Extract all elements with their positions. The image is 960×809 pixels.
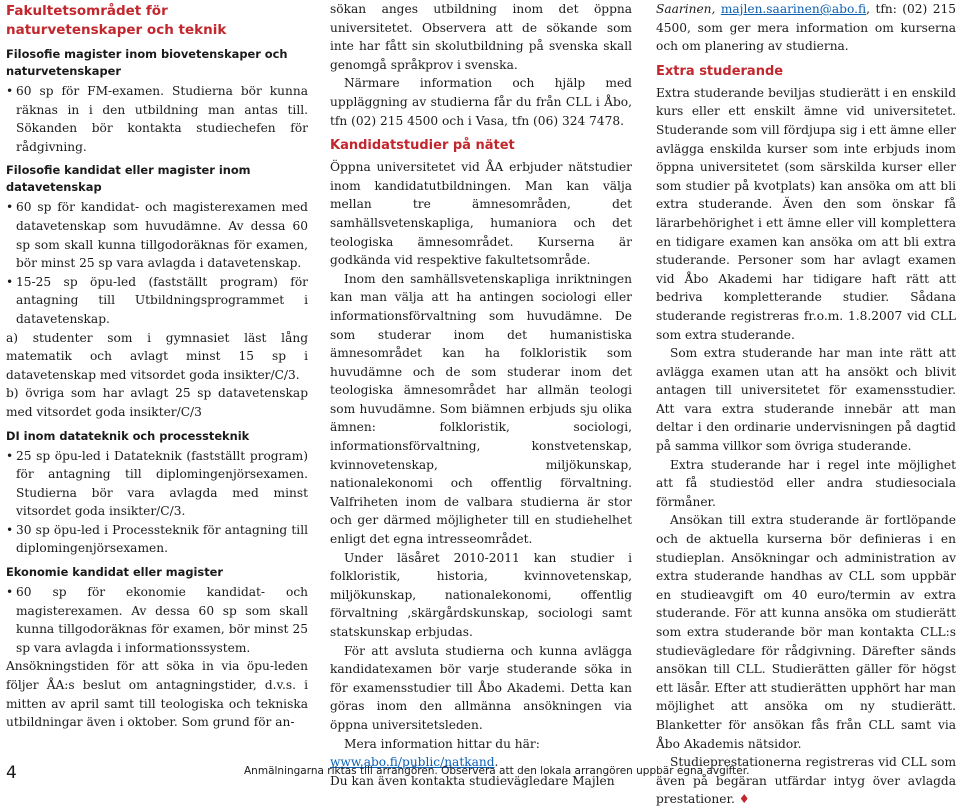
paragraph: Under läsåret 2010-2011 kan studier i folkloristik, historia, kvinnovetenskap, miljökunskap, nationalekonomi, offentlig förvaltning ,skärgårdskunskap, sociologi samt statskunskap erbjudas. — [330, 550, 632, 639]
paragraph: Som extra studerande har man inte rätt att avlägga examen utan att ha ansökt och blivit antagen till universitetet för examensstudier. Att vara extra studerande innebär att man deltar i den ordinarie undervisningen på dagtid på samma villkor som övriga studerande. — [656, 346, 956, 454]
paragraph-a: a) studenter som i gymnasiet läst lång matematik och avlagt minst 15 sp i datavetenskap med vitsordet goda insikter/C/3. — [6, 330, 308, 382]
paragraph: Ansökan till extra studerande är fortlöpande och de aktuella kurserna bör definieras i en studieplan. Ansökningar och administration av extra studerande handhas av CLL som uppbär en studieavgift om 40 euro/termin av extra studerande. För att kunna ansöka om studierätt som extra studerande bör man kontakta CLL:s studievägledare för rådgivning. Därefter sänds ansökan till CLL. Studierätten gäller för högst ett läsår. Efter att studierätten upphört har man möjlighet att ansöka om ny studierätt. Blanketter för ansökan fås från CLL samt via Åbo Akademis nätsidor. — [656, 513, 956, 751]
section-heading-datateknik: DI inom datateknik och processteknik — [6, 428, 250, 443]
bullet-list-biovetenskaper — [6, 82, 308, 156]
section-heading-biovetenskaper: Filosofie magister inom biovetenskaper och naturvetenskaper — [6, 47, 288, 78]
paragraph: Mera information hittar du här: — [344, 736, 540, 751]
section-heading-ekonomie: Ekonomie kandidat eller magister — [6, 565, 223, 580]
link-trailing-period: . — [494, 755, 499, 770]
email-link[interactable]: majlen.saarinen@abo.fi — [720, 2, 867, 16]
final-paragraph — [656, 753, 956, 809]
paragraph: Extra studerande beviljas studierätt i en enskild kurs eller ett enskilt ämne vid universitetet. Studerande som vill fördjupa sig i ett ämne eller avlägga enskilda kurser som inte erbjuds inom öppna universitetet (som särskilda kurser eller som studier på kvotplats) kan ansöka om att bli extra studerande. Även den som önskar få lärarbehörighet i ett ämne eller vill komplettera en tidigare examen kan ansöka om att bli extra studerande. Personer som har avlagt examen vid Åbo Akademi har tidigare haft rätt att bedriva kompletterande studier. Sådana studerande registreras fr.o.m. 1.8.2007 vid CLL som extra studerande. — [656, 85, 956, 342]
paragraph: Inom den samhällsvetenskapliga inriktningen kan man välja att ha antingen sociologi eller informationsförvaltning som huvudämne. De som studerar inom det humanistiska ämnesområdet kan ha folkloristik som huvudämne och de som studerar inom det teologiska ämnesområdet har allmän teologi som huvudämne. Som biämnen erbjuds sju olika ämnen: folkloristik, sociologi, informationsförvaltning, konstvetenskap, kvinnovetenskap, miljökunskap, nationalekonomi och offentlig förvaltning. Valfriheten inom de valbara studierna är stor och ger därmed möjligheter till en studiehelhet enligt det egna intresseområdet. — [330, 271, 632, 547]
paragraph-b: b) övriga som har avlagt 25 sp datavetenskap med vitsordet goda insikter/C/3 — [6, 386, 308, 419]
paragraph: sökan anges utbildning inom det öppna universitetet. Observera att de sökande som inte har fått sin skolutbildning på svenska skall genomgå språkprov i svenska. — [330, 2, 632, 72]
paragraph: Närmare information och hjälp med uppläggning av studierna får du från CLL i Åbo, tfn (02) 215 4500 och i Vasa, tfn (06) 324 7478. — [330, 76, 632, 128]
paragraph: Öppna universitetet vid ÅA erbjuder nätstudier inom kandidatutbildningen. Man kan välja mellan tre ämnesområden, det samhällsvetenskapliga, humaniora och det teologiska ämnesområdet. Kurserna är godkända vid respektive fakultetsområde. — [330, 160, 632, 268]
column-right — [656, 0, 956, 809]
contact-name: Saarinen, — [656, 2, 716, 16]
list-item: • 60 sp för ekonomie kandidat- och magisterexamen. Av dessa 60 sp som skall kunna tillgodoräknas för examen, bör minst 25 sp vara avlagda i informationssystem. — [6, 583, 308, 657]
section-heading-extra-studerande: Extra studerande — [656, 63, 784, 79]
paragraph: Extra studerande har i regel inte möjlighet att få studiestöd eller andra studiesociala förmåner. — [656, 457, 956, 509]
paragraph: För att avsluta studierna och kunna avlägga kandidatexamen bör varje studerande söka in för examensstudier till Åbo Akademi. Detta kan göras inom den allmänna ansökningen via öppna universitetsleden. — [330, 643, 632, 732]
column-middle — [330, 0, 632, 790]
list-item: • 60 sp för kandidat- och magisterexamen med datavetenskap som huvudämne. Av dessa 60 sp som skall kunna tillgodoräknas för examen, bör minst 25 sp vara avlagda i datavetenskap. — [6, 198, 308, 272]
final-paragraph-text: Studieprestationerna registreras vid CLL som även på begäran utfärdar intyg över avlagda prestationer. — [656, 755, 956, 807]
bullet-list-datateknik — [6, 447, 308, 559]
bullet-list-ekonomie — [6, 583, 308, 657]
natkand-link[interactable]: www.abo.fi/public/natkand — [330, 755, 495, 770]
section-heading-kandidatstudier: Kandidatstudier på nätet — [330, 138, 515, 154]
contact-paragraph — [656, 0, 956, 56]
footer-note: Anmälningarna riktas till arrangören. Observera att den lokala arrangören uppbär egna avgifter. — [244, 765, 750, 777]
bullet-list-datavetenskap — [6, 198, 308, 328]
paragraph: Du kan även kontakta studievägledare Majlen — [330, 773, 615, 788]
faculty-title: Fakultetsområdet för naturvetenskaper och teknik — [6, 3, 227, 38]
section-heading-datavetenskap: Filosofie kandidat eller magister inom datavetenskap — [6, 163, 251, 195]
page-number: 4 — [6, 763, 17, 783]
contact-rest: , tfn: (02) 215 4500, som ger mera information om kurserna och om planering av studierna. — [656, 2, 957, 54]
application-period-paragraph: Ansökningstiden för att söka in via öpu-leden följer ÅA:s beslut om antagningstider, d.v.s. i mitten av april samt till teologiska och tekniska utbildningar även i oktober. Som grund för an- — [6, 659, 308, 730]
list-item: • 15-25 sp öpu-led (fastställt program) för antagning till Utbildningsprogrammet i datavetenskap. — [6, 273, 308, 329]
column-left — [6, 0, 308, 732]
list-item: • 25 sp öpu-led i Datateknik (fastställt program) för antagning till diplomingenjörsexamen. Studierna bör vara avlagda med minst vitsordet goda insikter/C/3. — [6, 447, 308, 521]
list-item: • 30 sp öpu-led i Processteknik för antagning till diplomingenjörsexamen. — [6, 521, 308, 558]
list-item: • 60 sp för FM-examen. Studierna bör kunna räknas in i den utbildning man antas till. Sökanden bör kontakta studiechefen för rådgivning. — [6, 82, 308, 156]
end-mark-icon: ♦ — [738, 792, 750, 807]
